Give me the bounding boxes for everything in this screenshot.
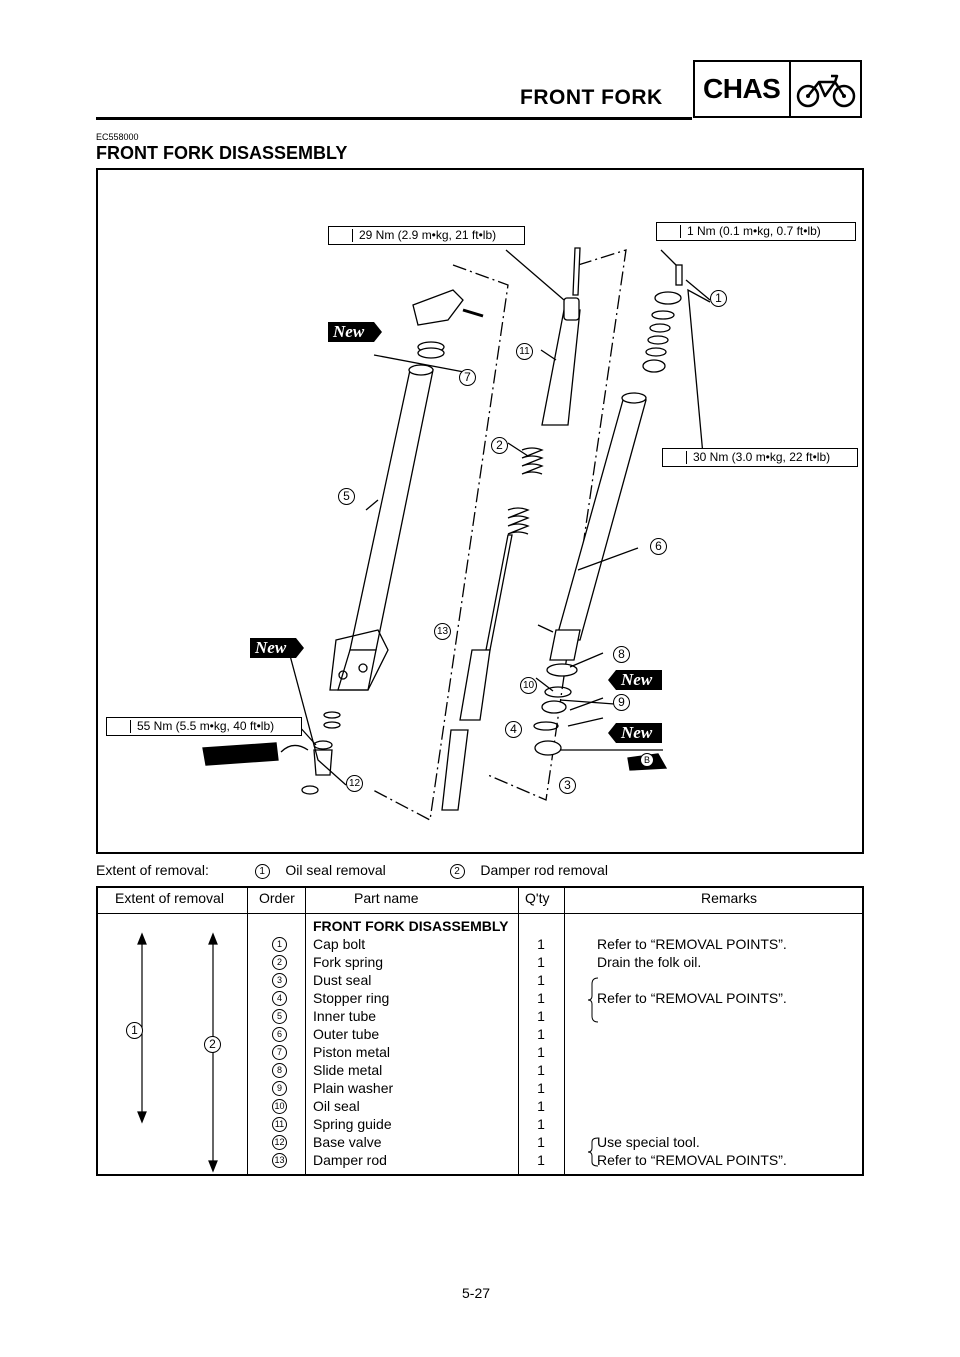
- callout-8: 8: [613, 646, 630, 663]
- extent-item-2-text: Damper rod removal: [480, 862, 608, 878]
- extent-item-1-text: Oil seal removal: [285, 862, 386, 878]
- table-group-title-row: [98, 918, 862, 936]
- section-badge: [693, 60, 862, 118]
- page-number: 5-27: [462, 1285, 491, 1301]
- extent-of-removal: [96, 862, 608, 879]
- callout-11: 11: [516, 343, 533, 360]
- extent-marker-1: 1: [255, 864, 270, 879]
- table-row: 9 Plain washer 1: [98, 1080, 862, 1098]
- page-header-title: FRONT FORK: [520, 86, 663, 109]
- group-title: FRONT FORK DISASSEMBLY: [313, 918, 509, 934]
- callout-1: 1: [710, 290, 727, 307]
- torque-wrench-icon: [666, 451, 687, 464]
- callout-12: 12: [346, 775, 363, 792]
- table-row: 5 Inner tube 1: [98, 1008, 862, 1026]
- col-header-order: Order: [259, 890, 295, 906]
- callout-3: 3: [559, 777, 576, 794]
- callout-2: 2: [491, 437, 508, 454]
- table-row: 1 Cap bolt 1 Refer to “REMOVAL POINTS”.: [98, 936, 862, 954]
- col-header-remarks: Remarks: [701, 890, 758, 906]
- torque-label-29nm: 29 Nm (2.9 m•kg, 21 ft•lb): [328, 226, 525, 245]
- header-rule: [96, 117, 692, 120]
- table-row: 13 Damper rod 1 Refer to “REMOVAL POINTS”.: [98, 1152, 862, 1170]
- grease-b-marker: B: [640, 753, 654, 767]
- callout-9: 9: [613, 694, 630, 711]
- table-row: 11 Spring guide 1: [98, 1116, 862, 1134]
- table-row: 7 Piston metal 1: [98, 1044, 862, 1062]
- callout-10: 10: [520, 677, 537, 694]
- torque-wrench-icon: [332, 229, 353, 242]
- table-row: 2 Fork spring 1 Drain the folk oil.: [98, 954, 862, 972]
- callout-4: 4: [505, 721, 522, 738]
- disassembly-table: [96, 886, 864, 1176]
- fork-exploded-drawing: [98, 170, 862, 852]
- exploded-diagram: [96, 168, 864, 854]
- table-row: 4 Stopper ring 1 Refer to “REMOVAL POINTS”.: [98, 990, 862, 1008]
- callout-5: 5: [338, 488, 355, 505]
- extent-label: Extent of removal:: [96, 862, 209, 878]
- table-row: 3 Dust seal 1: [98, 972, 862, 990]
- table-row: 8 Slide metal 1: [98, 1062, 862, 1080]
- callout-7: 7: [459, 369, 476, 386]
- table-row: 10 Oil seal 1: [98, 1098, 862, 1116]
- torque-wrench-icon: [660, 225, 681, 238]
- callout-13: 13: [434, 623, 451, 640]
- section-title: FRONT FORK DISASSEMBLY: [96, 143, 348, 163]
- new-part-tag: New: [328, 322, 374, 342]
- motorcycle-icon: [795, 66, 857, 112]
- torque-wrench-icon: [110, 720, 131, 733]
- torque-label-30nm: 30 Nm (3.0 m•kg, 22 ft•lb): [662, 448, 858, 467]
- extent-marker-2: 2: [450, 864, 465, 879]
- col-header-qty: Q'ty: [525, 890, 550, 906]
- torque-label-1nm: 1 Nm (0.1 m•kg, 0.7 ft•lb): [656, 222, 856, 241]
- col-header-part: Part name: [354, 890, 419, 906]
- table-row: 12 Base valve 1 Use special tool.: [98, 1134, 862, 1152]
- torque-label-55nm: 55 Nm (5.5 m•kg, 40 ft•lb): [106, 717, 302, 736]
- badge-divider: [789, 62, 791, 116]
- new-part-tag: New: [616, 670, 662, 690]
- doc-code: EC558000: [96, 132, 139, 142]
- extent-marker-2-circle: 2: [204, 1036, 221, 1053]
- section-badge-label: CHAS: [703, 73, 781, 104]
- extent-marker-1-circle: 1: [126, 1022, 143, 1039]
- col-header-extent: Extent of removal: [115, 890, 224, 906]
- callout-6: 6: [650, 538, 667, 555]
- new-part-tag: New: [616, 723, 662, 743]
- table-row: 6 Outer tube 1: [98, 1026, 862, 1044]
- new-part-tag: New: [250, 638, 296, 658]
